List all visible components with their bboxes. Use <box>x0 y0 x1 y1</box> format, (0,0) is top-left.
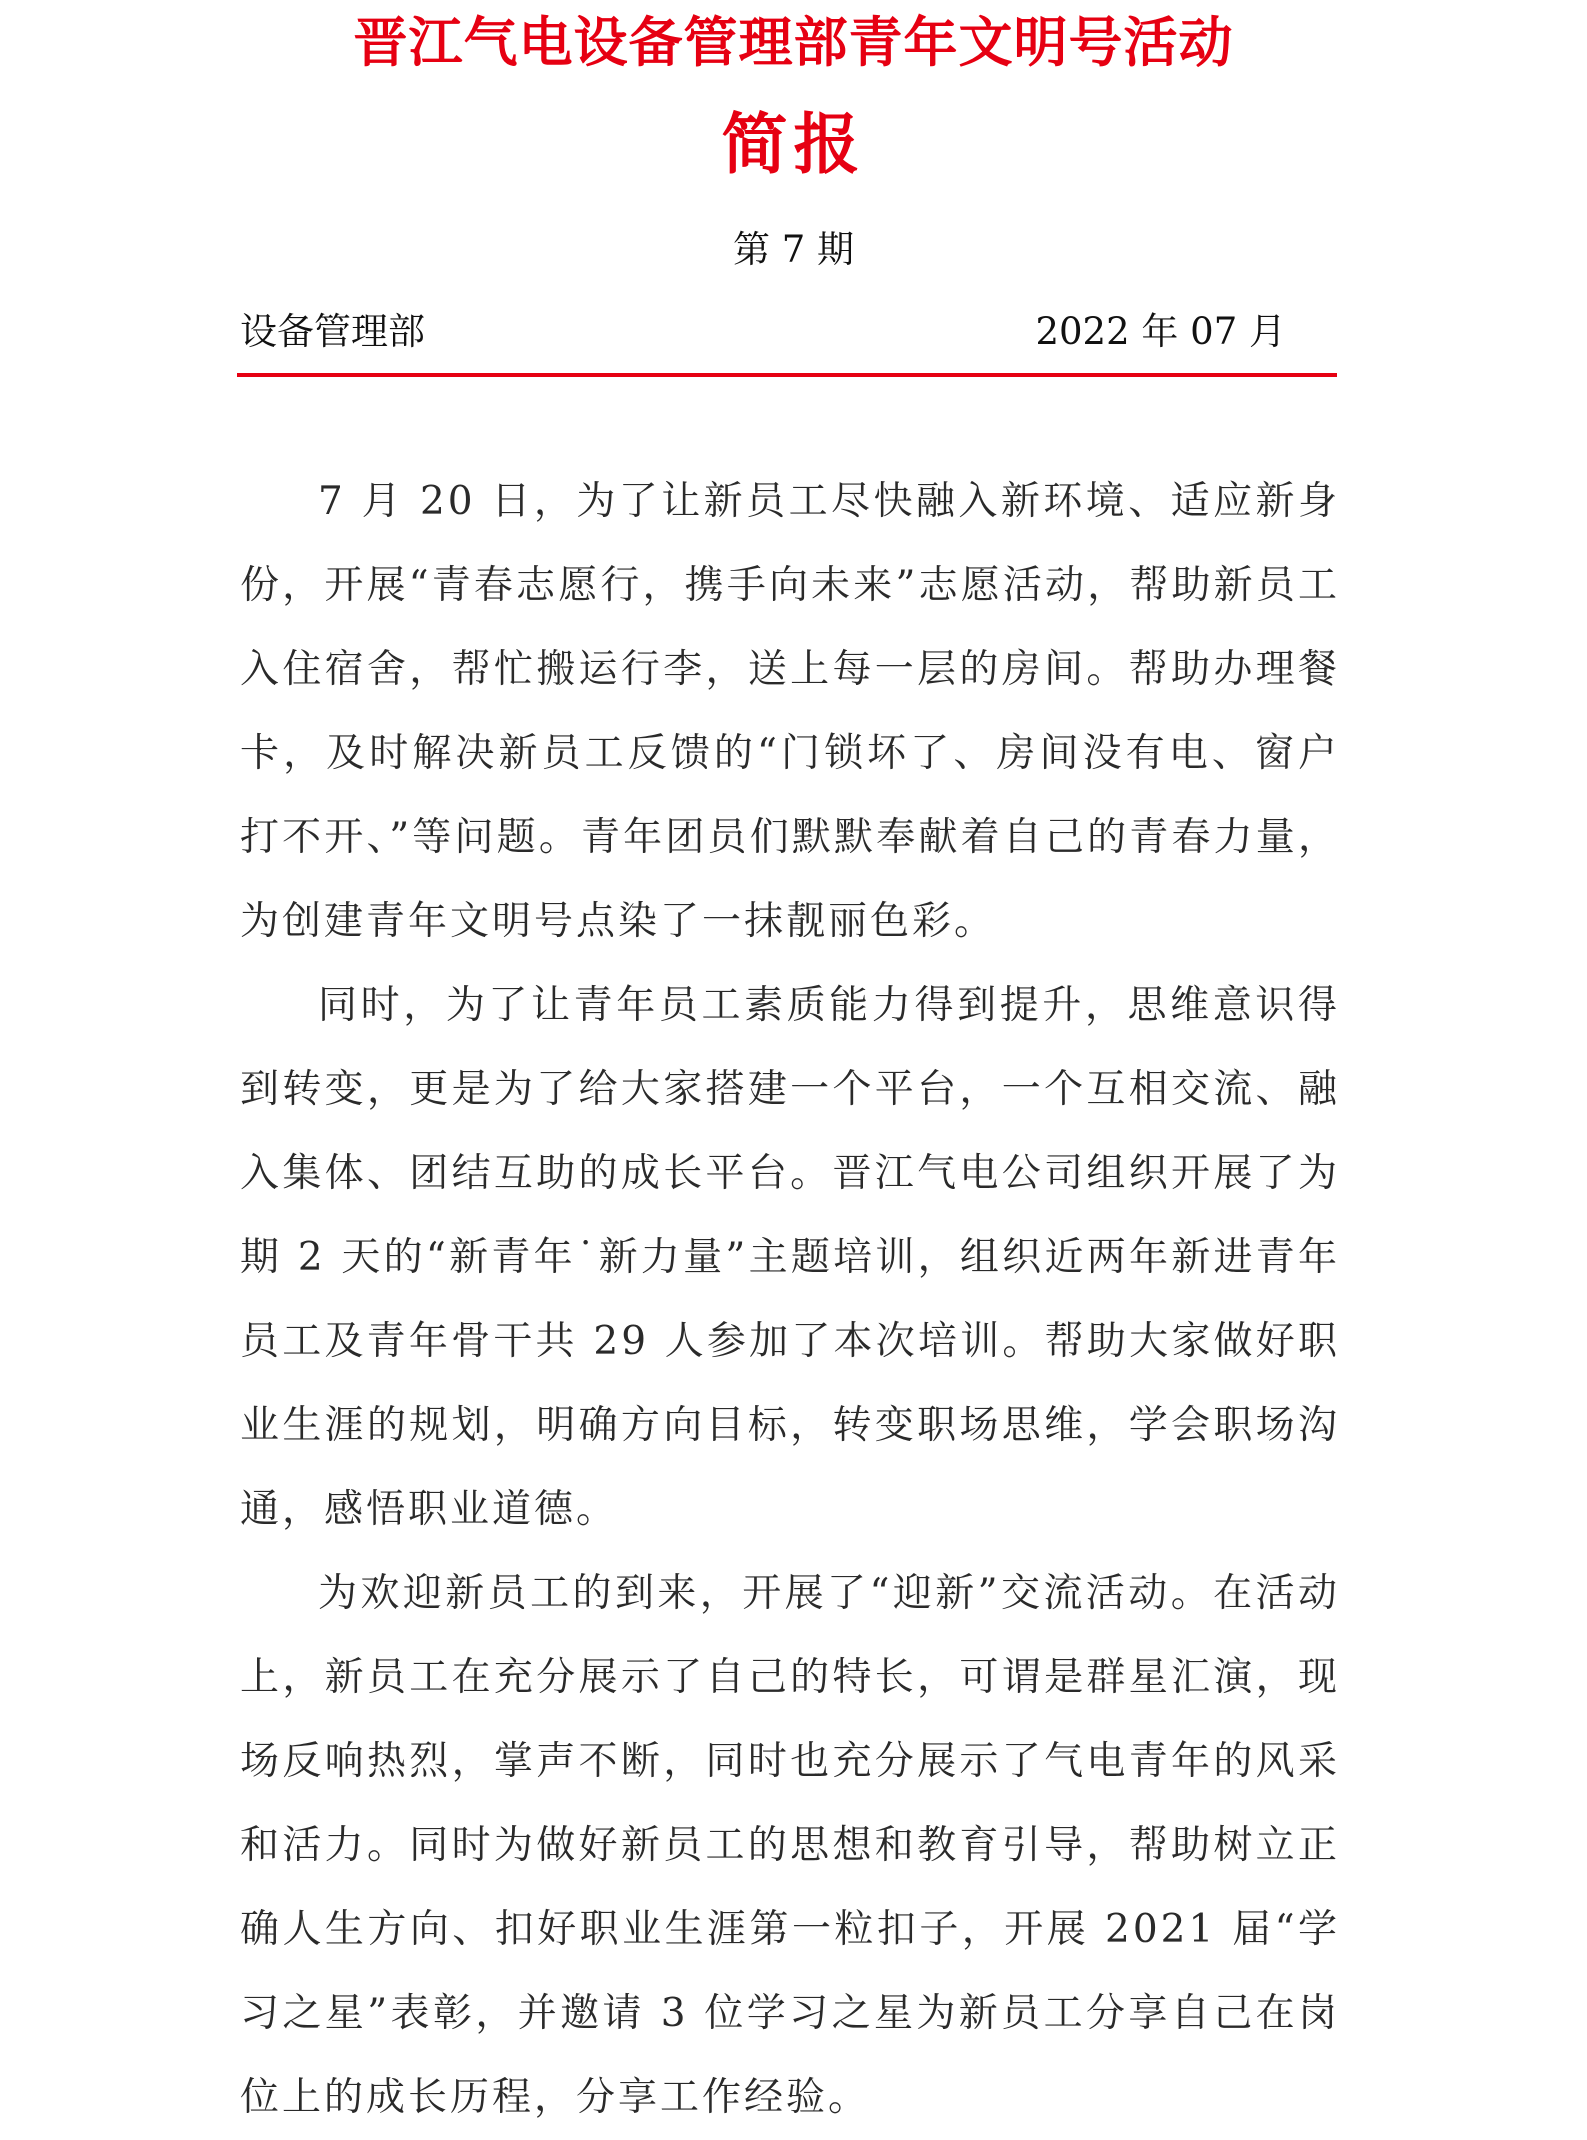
paragraph: 为欢迎新员工的到来，开展了“迎新”交流活动。在活动上，新员工在充分展示了自己的特长，可谓是群星汇演，现场反响热烈，掌声不断，同时也充分展示了气电青年的风采和活力。同时为做好新员工的思想和教育引导，帮助树立正确人生方向、扣好职业生涯第一粒扣子，开展 2021 届“学习之星”表彰，并邀请 3 位学习之星为新员工分享自己在岗位上的成长历程，分享工作经验。 <box>240 1571 1340 2120</box>
paragraph: 同时，为了让青年员工素质能力得到提升，思维意识得到转变，更是为了给大家搭建一个平台，一个互相交流、融入集体、团结互助的成长平台。晋江气电公司组织开展了为期 2 天的“新青年˙新力量”主题培训，组织近两年新进青年员工及青年骨干共 29 人参加了本次培训。帮助大家做好职业生涯的规划，明确方向目标，转变职场思维，学会职场沟通，感悟职业道德。 <box>240 983 1340 1532</box>
header-divider <box>237 373 1337 377</box>
article-body <box>240 460 1340 2140</box>
document-subtitle: 简报 <box>721 106 866 183</box>
meta-row <box>240 302 1286 362</box>
issue-number: 第 7 期 <box>732 228 855 271</box>
issue-date: 2022 年 07 月 <box>1035 310 1286 353</box>
document-title: 晋江气电设备管理部青年文明号活动 <box>353 11 1234 74</box>
department-label: 设备管理部 <box>240 310 425 353</box>
paragraph: 7 月 20 日，为了让新员工尽快融入新环境、适应新身份，开展“青春志愿行，携手向未来”志愿活动，帮助新员工入住宿舍，帮忙搬运行李，送上每一层的房间。帮助办理餐卡，及时解决新员工反馈的“门锁坏了、房间没有电、窗户打不开、”等问题。青年团员们默默奉献着自己的青春力量，为创建青年文明号点染了一抹靓丽色彩。 <box>240 479 1340 944</box>
